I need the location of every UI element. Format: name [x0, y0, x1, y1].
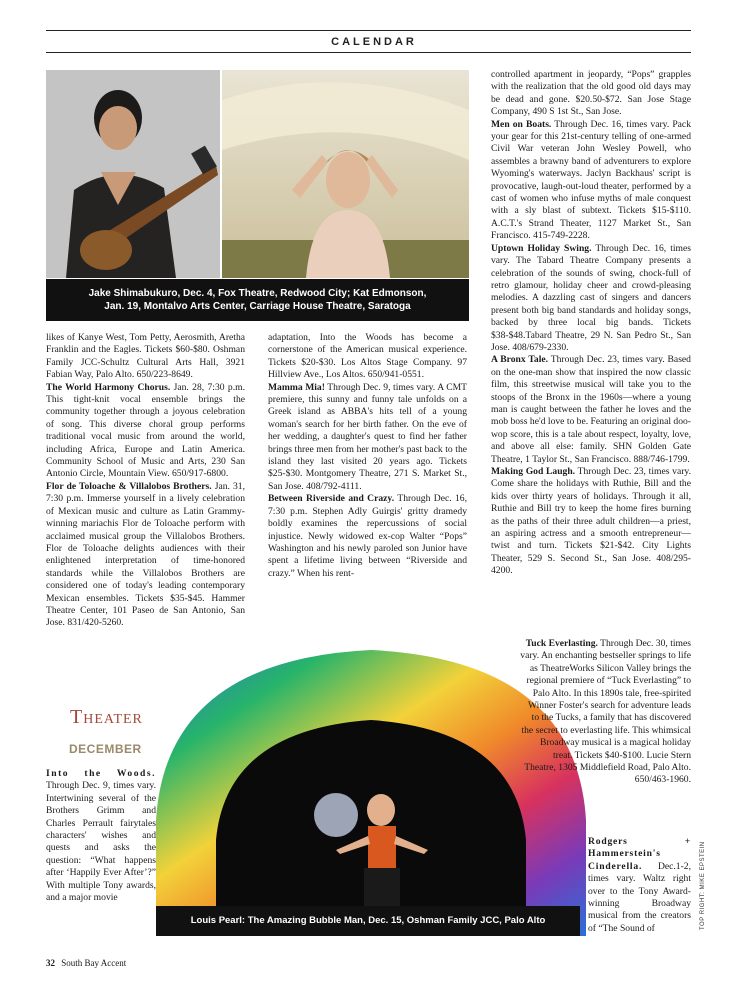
listing-text: Dec.1-2, times vary. Waltz right over to the Tony Award-winning Broadway musical from the creators of “The Sound of	[588, 860, 691, 934]
listing-title: Rodgers + Hammerstein's Cinderella.	[588, 836, 691, 872]
page-number: 32	[46, 958, 55, 968]
listing-text: Through Dec. 9, times vary. A CMT premiere, this sunny and funny tale unfolds on a Greek island as ABBA's hits tell of a young woman's search for her birth father. On the eve of her wedding, a daughter's quest to find her father brings three men from her mother's past back to the island they last visited 20 years ago. Tickets $25-$30. Montgomery Theatre, 271 S. Market St., San Jose. 408/792-4111.	[268, 381, 467, 492]
listing-title: Men on Boats.	[491, 118, 552, 130]
listing-text: Through Dec. 9, times vary. Intertwining several of the Brothers Grimm and Charles Perrault fairytales characters' wishes and quests and asks the question: “What happens after ‘Happily Ever After’?” With multiple Tony awards, and a major movie	[46, 780, 156, 904]
listing-bronx-tale	[491, 354, 691, 466]
column-3	[491, 69, 691, 578]
photo-credit: TOP RIGHT: MIKE EPSTEIN	[700, 841, 706, 930]
photo-jake-shimabukuro	[46, 70, 220, 278]
listing-continued: likes of Kanye West, Tom Petty, Aerosmith, Aretha Franklin and the Eagles. Tickets $60-$80. Oshman Family JCC-Schultz Cultural Arts Hall, 3921 Fabian Way, Palo Alto. 650/223-8649.	[46, 332, 245, 381]
listing-flor-de-toloache	[46, 481, 245, 630]
listing-text: Through Dec. 16, 7:30 p.m. Stephen Adly Guirgis' gritty dramedy boldly examines the repercussions of social injustice. Newly widowed ex-cop Walter “Pops” Washington and his newly paroled son Junior have spent a lifetime living between “Riverside and crazy.” When his rent-	[268, 493, 467, 579]
bubble-photo-caption: Louis Pearl: The Amazing Bubble Man, Dec. 15, Oshman Family JCC, Palo Alto	[156, 906, 580, 936]
top-rule	[46, 30, 691, 31]
listing-text: Through Dec. 16, times vary. Pack your gear for this 21st-century telling of one-armed Civil War veteran John Wesley Powell, who assembles a brawny band of adventurers to explore Wyoming's waterways. Jaclyn Backhaus' script is provocative, laugh-out-loud theater, performed by a cast of women who infuse myths of male conquest with a sly blast of subtext. Tickets $15-$110. A.C.T.'s Strand Theater, 1127 Market St., San Francisco. 415-749-2228.	[491, 118, 691, 242]
page-footer	[46, 958, 126, 968]
listing-mamma-mia	[268, 382, 467, 494]
listing-tuck-everlasting	[520, 638, 691, 787]
listing-cinderella	[588, 836, 691, 935]
photo-kat-edmonson	[222, 70, 469, 278]
listing-text: Through Dec. 23, times vary. Based on the one-man show that inspired the now classic film, this streetwise musical will take you to the stoops of the Bronx in the 1960s—where a young man is caught between the father he loves and the mob boss he'd love to be. Featuring an original doo-wop score, this is a tale about respect, loyalty, love, and above all else: family. SHN Golden Gate Theatre, 1 Taylor St., San Francisco. 888/746-1799.	[491, 354, 691, 465]
listing-into-the-woods	[46, 768, 156, 904]
listing-title: Flor de Toloache & Villalobos Brothers.	[46, 480, 212, 492]
listing-text: Through Dec. 16, times vary. The Tabard Theatre Company presents a celebration of the sounds of swing, chock-full of retro glamour, holiday cheer and crowd-pleasing melodies. A dazzling cast of singers and dancers present both big band standards and holiday songs, backed by three local big bands. Tickets $38-$48.Tabard Theatre, 29 N. San Pedro St., San Jose. 408/679-2330.	[491, 242, 691, 353]
listing-title: Making God Laugh.	[491, 466, 576, 477]
top-caption-line-1: Jake Shimabukuro, Dec. 4, Fox Theatre, Redwood City; Kat Edmonson,	[88, 288, 427, 299]
theater-month: DECEMBER	[69, 742, 142, 756]
column-1	[46, 332, 245, 630]
listing-continued: adaptation, Into the Woods has become a cornerstone of the American musical experience. Tickets $20-$30. Los Altos Stage Company. 97 Hillview Ave., Los Altos. 650/941-0551.	[268, 332, 467, 381]
listing-world-harmony	[46, 382, 245, 481]
listing-title: Uptown Holiday Swing.	[491, 242, 592, 254]
listing-text: Jan. 31, 7:30 p.m. Immerse yourself in a lively celebration of Mexican music and culture as Latin Grammy-winning mariachis Flor de Toloache perform with acclaimed musical group the Villalobos Brothers. Flor de Toloache delights audiences with their enlightened interpretation of time-honored standards while the Villalobos Brothers are considered one of today's leading contemporary Mexican ensembles. Tickets $35-$45. Hammer Theatre Center, 101 Paseo de San Antonio, San Jose. 831/420-5260.	[46, 480, 246, 629]
listing-title: Tuck Everlasting.	[525, 638, 598, 649]
listing-between-riverside	[268, 493, 467, 580]
listing-continued: controlled apartment in jeopardy, “Pops” grapples with the realization that the old good old days may be dead and gone. $20.50-$72. San Jose Stage Company, 490 S 1st St., San Jose.	[491, 69, 691, 118]
listing-men-on-boats	[491, 119, 691, 243]
listing-text: Jan. 28, 7:30 p.m. This tight-knit vocal ensemble brings the community together through a joyous celebration of song. This diverse choral group performs traditional vocal music from around the world, including Africa, Europe and Latin America. Community School of Music and Arts, 230 San Antonio Circle, Mountain View. 650/917-6800.	[46, 381, 245, 480]
listing-title: Into the Woods.	[46, 768, 156, 779]
listing-text: Through Dec. 23, times vary. Come share the holidays with Ruthie, Bill and the kids over thirty years of holidays. Through it all, Ruthie and Bill try to keep the home fires burning as the paths of their three adult children—a priest, an aspiring actress and a smooth entrepreneur—twist and turn. Tickets $21-$42. City Lights Theater, 529 S. Second St., San Jose. 408/295-4200.	[491, 466, 691, 577]
listing-title: Mamma Mia!	[268, 381, 325, 393]
listing-title: The World Harmony Chorus.	[46, 381, 171, 393]
header-rule	[46, 52, 691, 53]
listing-uptown-holiday-swing	[491, 243, 691, 355]
theater-heading: Theater	[70, 706, 143, 728]
top-caption-line-2: Jan. 19, Montalvo Arts Center, Carriage House Theatre, Saratoga	[104, 301, 411, 312]
top-photo-caption	[46, 279, 469, 321]
column-2	[268, 332, 467, 580]
magazine-name: South Bay Accent	[61, 958, 127, 968]
listing-title: Between Riverside and Crazy.	[268, 493, 395, 505]
listing-text: Through Dec. 30, times vary. An enchanting bestseller springs to life as TheatreWorks Silicon Valley brings the regional premiere of “Tuck Everlasting” to Palo Alto. In this 1890s tale, free-spirited Winner Foster's search for adventure leads to the Tucks, a family that has discovered the secret to everlasting life. This whimsical Broadway musical is a magical holiday treat. Tickets $40-$100. Lucie Stern Theatre, 1305 Middlefield Road, Palo Alto. 650/463-1960.	[520, 638, 691, 786]
listing-making-god-laugh	[491, 466, 691, 578]
section-label: CALENDAR	[331, 36, 417, 48]
listing-title: A Bronx Tale.	[491, 354, 549, 366]
